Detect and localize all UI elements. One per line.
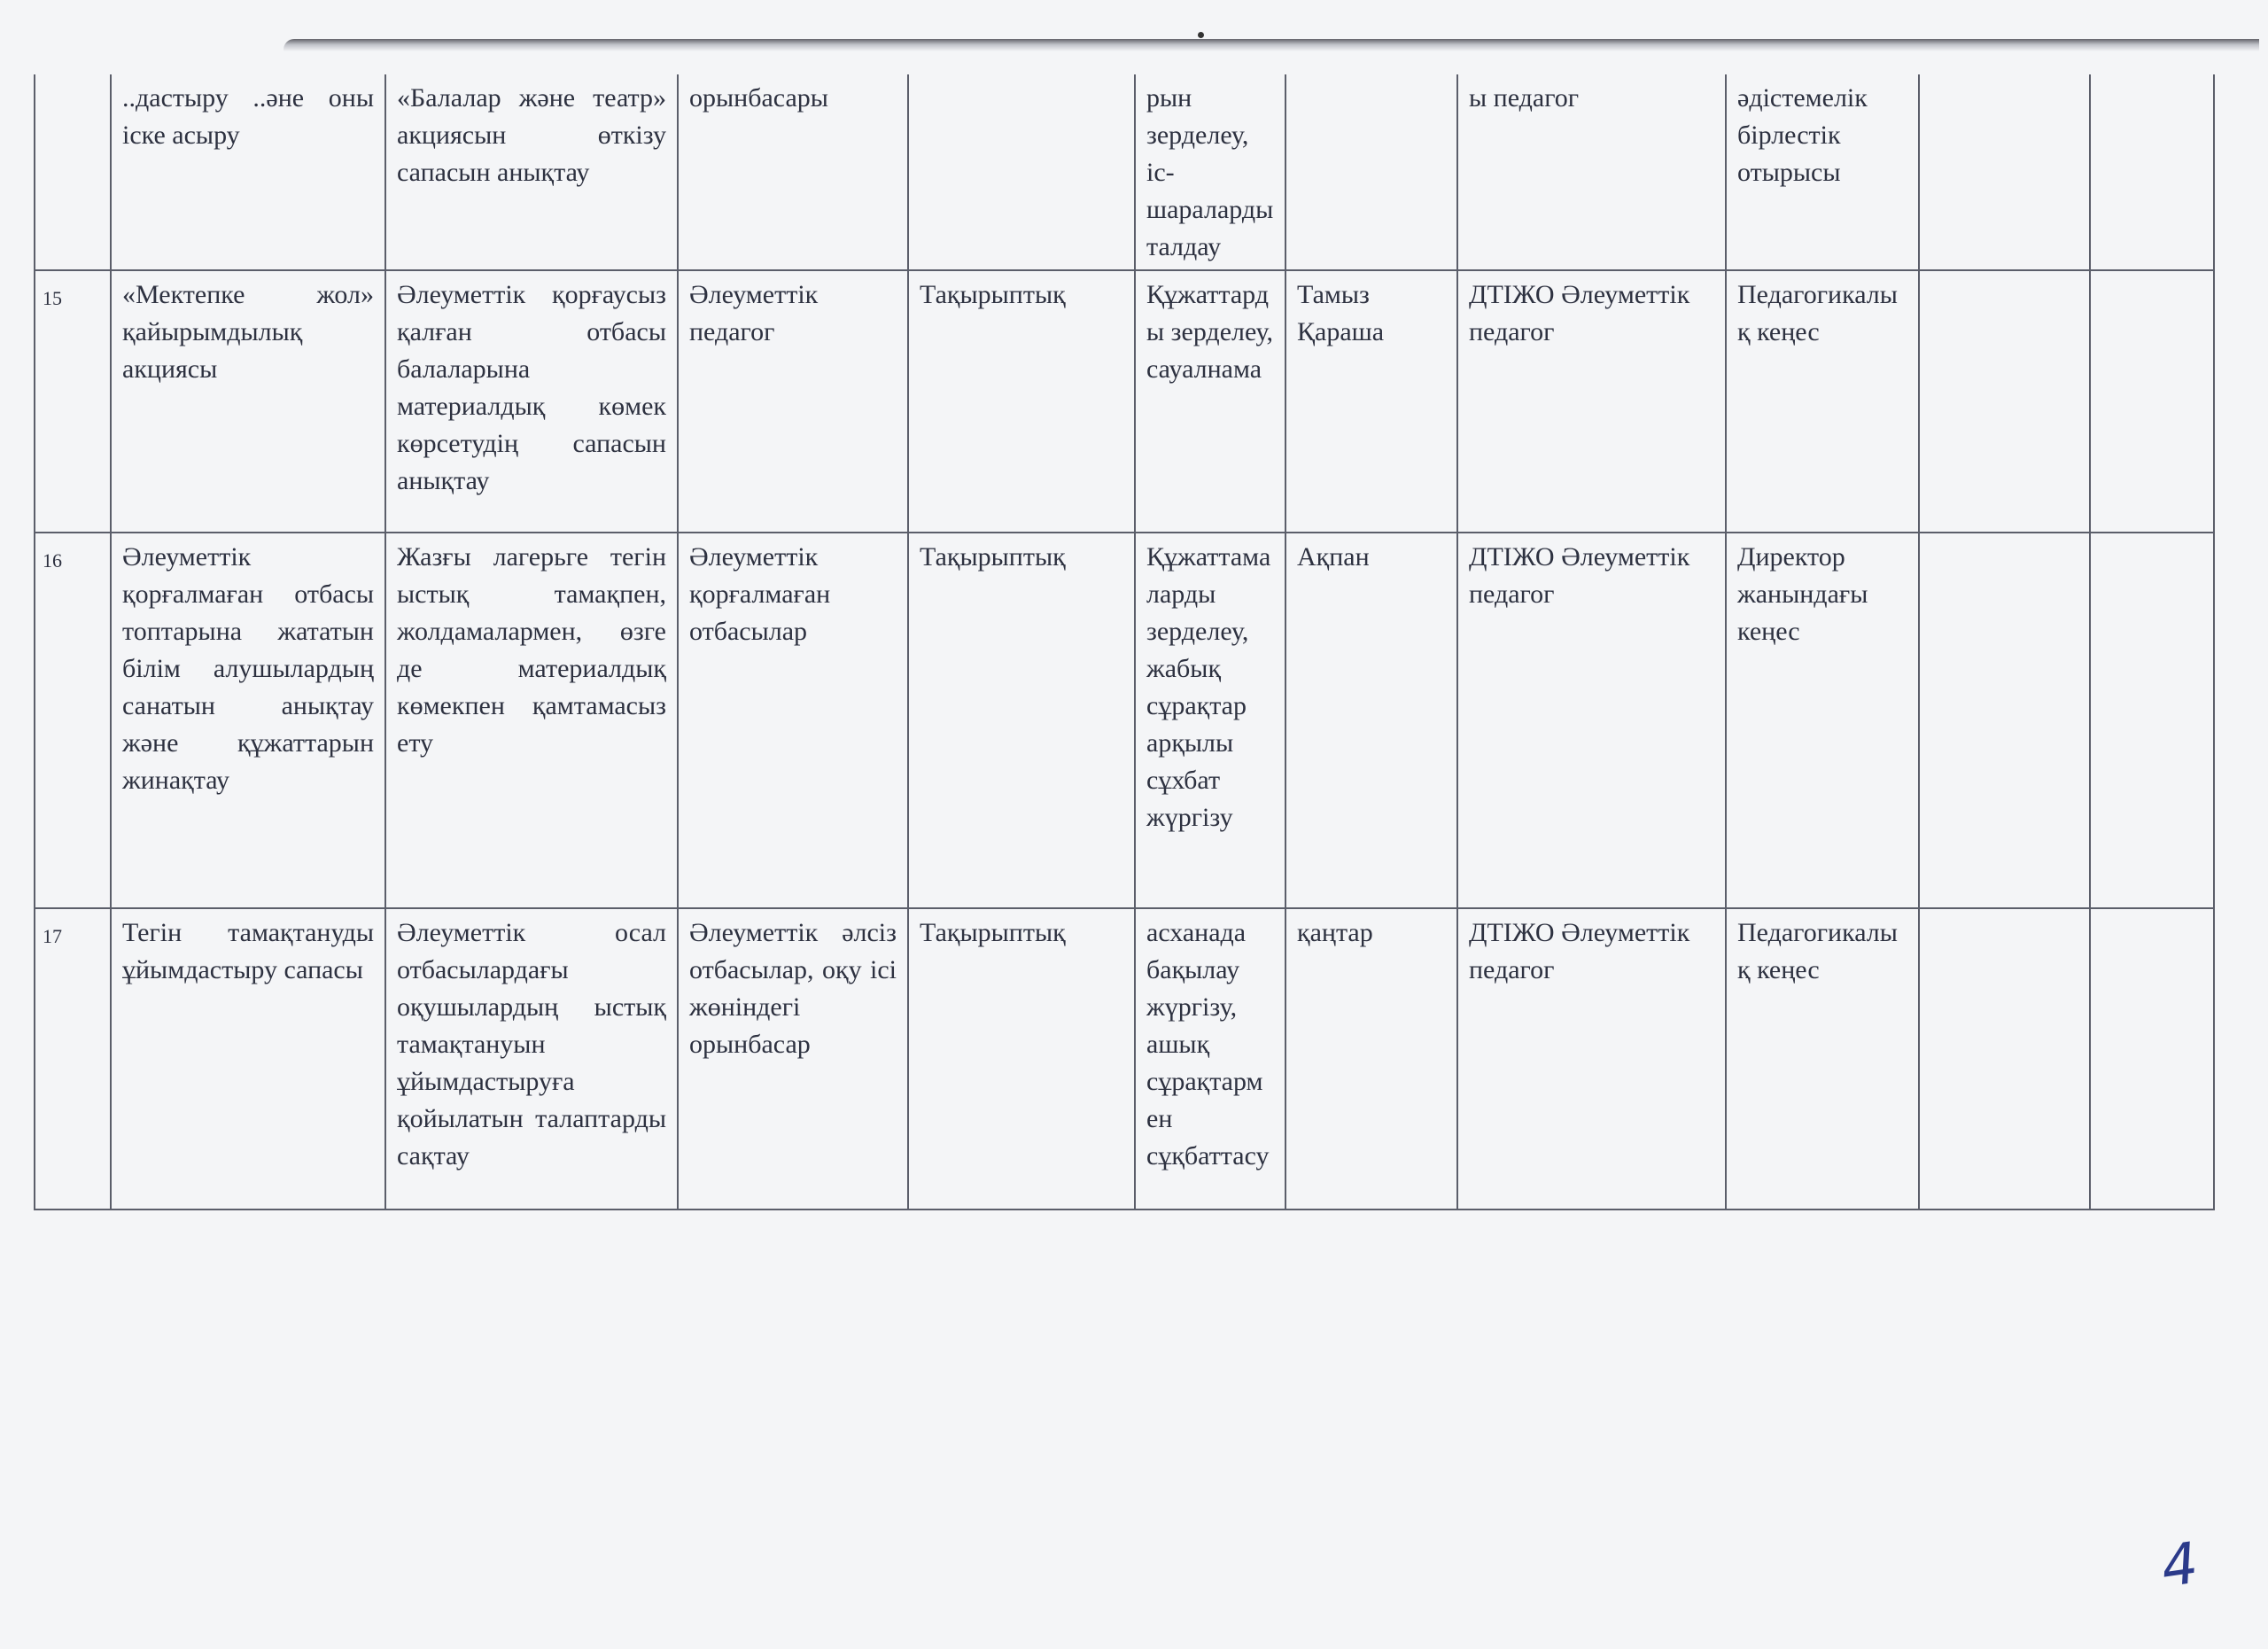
- table-row: [35, 533, 2214, 908]
- cell-object: Әлеуметтік әлсіз отбасылар, оқу ісі жөніндегі орынбасар: [678, 908, 908, 1210]
- cell-review: Директор жанындағы кеңес: [1726, 533, 1919, 908]
- cell-empty-10: [2090, 908, 2214, 1210]
- scan-speck: [1198, 32, 1204, 38]
- cell-purpose: Әлеуметтік осал отбасылардағы оқушылардың ыстық тамақтануын ұйымдастыруға қойылатын талаптарды сақтау: [385, 908, 678, 1210]
- table-row: [35, 270, 2214, 533]
- cell-type: Тақырыптық: [908, 533, 1135, 908]
- cell-empty-9: [1919, 533, 2090, 908]
- cell-empty-9: [1919, 908, 2090, 1210]
- cell-period: қаңтар: [1285, 908, 1457, 1210]
- table-row: [35, 908, 2214, 1210]
- row-number: [35, 74, 111, 270]
- row-number: 15: [35, 270, 111, 533]
- cell-type: Тақырыптық: [908, 908, 1135, 1210]
- cell-responsible: ы педагог: [1457, 74, 1726, 270]
- row-number: 16: [35, 533, 111, 908]
- row-number: 17: [35, 908, 111, 1210]
- table-row: [35, 74, 2214, 270]
- cell-topic: Тегін тамақтануды ұйымдастыру сапасы: [111, 908, 385, 1210]
- cell-method: асханада бақылау жүргізу, ашық сұрақтармен сұқбаттасу: [1135, 908, 1285, 1210]
- cell-period: Ақпан: [1285, 533, 1457, 908]
- cell-topic: ..дастыру ..әне оны іске асыру: [111, 74, 385, 270]
- cell-responsible: ДТІЖО Әлеуметтік педагог: [1457, 908, 1726, 1210]
- cell-empty-10: [2090, 74, 2214, 270]
- cell-topic: «Мектепке жол» қайырымдылық акциясы: [111, 270, 385, 533]
- cell-empty-10: [2090, 533, 2214, 908]
- cell-method: Құжаттарды зерделеу, сауалнама: [1135, 270, 1285, 533]
- cell-empty-10: [2090, 270, 2214, 533]
- cell-responsible: ДТІЖО Әлеуметтік педагог: [1457, 270, 1726, 533]
- cell-review: Педагогикалық кеңес: [1726, 270, 1919, 533]
- cell-object: Әлеуметтік қорғалмаған отбасылар: [678, 533, 908, 908]
- cell-object: Әлеуметтік педагог: [678, 270, 908, 533]
- cell-period: [1285, 74, 1457, 270]
- cell-purpose: «Балалар және театр» акциясын өткізу сапасын анықтау: [385, 74, 678, 270]
- scan-edge-shadow: [284, 39, 2259, 51]
- cell-purpose: Жазғы лагерьге тегін ыстық тамақпен, жолдамалармен, өзге де материалдық көмекпен қамтамасыз ету: [385, 533, 678, 908]
- cell-type: [908, 74, 1135, 270]
- monitoring-plan-table: [34, 74, 2215, 1210]
- cell-method: Құжаттамаларды зерделеу, жабық сұрақтар арқылы сұхбат жүргізу: [1135, 533, 1285, 908]
- cell-type: Тақырыптық: [908, 270, 1135, 533]
- cell-responsible: ДТІЖО Әлеуметтік педагог: [1457, 533, 1726, 908]
- cell-purpose: Әлеуметтік қорғаусыз қалған отбасы балаларына материалдық көмек көрсетудің сапасын анықтау: [385, 270, 678, 533]
- cell-review: әдістемелік бірлестік отырысы: [1726, 74, 1919, 270]
- cell-topic: Әлеуметтік қорғалмаған отбасы топтарына жататын білім алушылардың санатын анықтау және құжаттарын жинақтау: [111, 533, 385, 908]
- cell-empty-9: [1919, 74, 2090, 270]
- cell-period: Тамыз Қараша: [1285, 270, 1457, 533]
- cell-object: орынбасары: [678, 74, 908, 270]
- cell-review: Педагогикалық кеңес: [1726, 908, 1919, 1210]
- cell-empty-9: [1919, 270, 2090, 533]
- cell-method: рын зерделеу, іс-шараларды талдау: [1135, 74, 1285, 270]
- handwritten-page-number: 4: [2157, 1530, 2202, 1601]
